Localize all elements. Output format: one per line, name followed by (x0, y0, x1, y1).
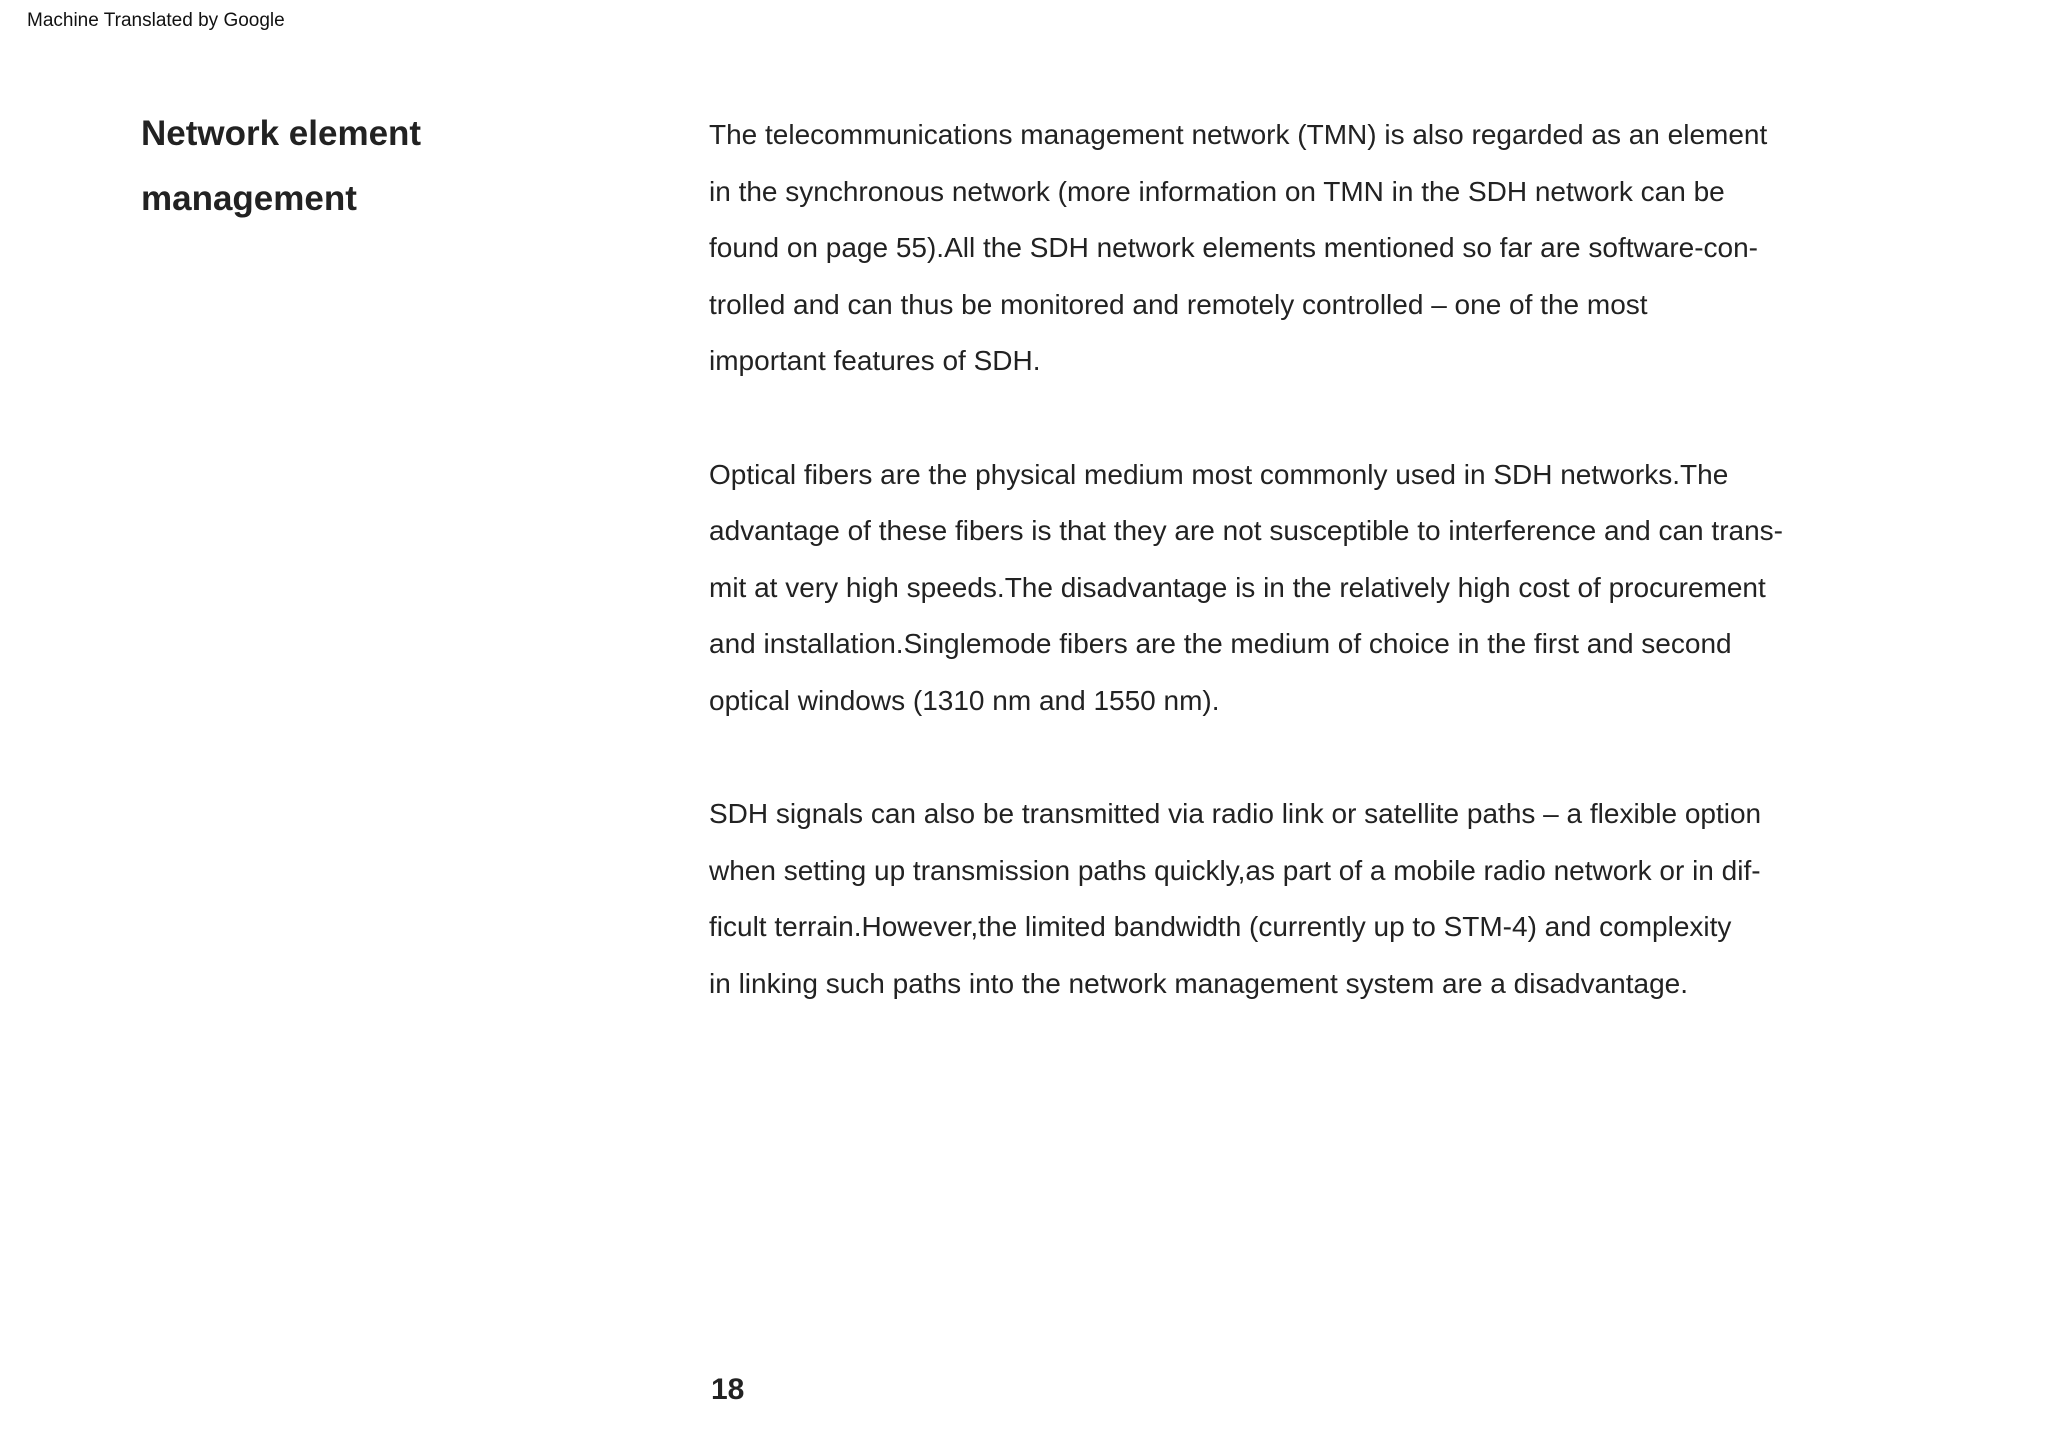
text-line: important features of SDH. (709, 345, 1041, 376)
section-heading (141, 101, 661, 231)
text-line: when setting up transmission paths quickly,as part of a mobile radio network or in dif- (709, 854, 1761, 886)
text-line: in linking such paths into the network management system are a disadvantage. (709, 967, 1689, 999)
text-line: optical windows (1310 nm and 1550 nm). (709, 684, 1220, 716)
text-line: Optical fibers are the physical medium most commonly used in SDH networks.The (709, 458, 1729, 490)
paragraph-optical-fibers (709, 447, 1949, 730)
text-line: found on page 55).All the SDH network elements mentioned so far are software-con- (709, 232, 1759, 263)
text-line: trolled and can thus be monitored and remotely controlled – one of the most (709, 288, 1648, 320)
page-number: 18 (711, 1373, 745, 1406)
section-heading-line: Network element (141, 114, 422, 153)
body-text (709, 107, 1949, 1069)
text-line: mit at very high speeds.The disadvantage is in the relatively high cost of procurement (709, 571, 1766, 603)
text-line: ficult terrain.However,the limited bandwidth (currently up to STM-4) and complexity (709, 911, 1732, 942)
text-line: and installation.Singlemode fibers are the medium of choice in the first and second (709, 628, 1732, 659)
paragraph-radio-satellite (709, 786, 1949, 1012)
text-line: SDH signals can also be transmitted via radio link or satellite paths – a flexible option (709, 798, 1762, 829)
machine-translation-label: Machine Translated by Google (27, 10, 285, 31)
text-line: The telecommunications management network (TMN) is also regarded as an element (709, 119, 1768, 150)
text-line: advantage of these fibers is that they are not susceptible to interference and can trans- (709, 515, 1783, 546)
section-heading-line: management (141, 179, 357, 218)
paragraph-tmn (709, 107, 1949, 390)
text-line: in the synchronous network (more information on TMN in the SDH network can be (709, 175, 1725, 207)
